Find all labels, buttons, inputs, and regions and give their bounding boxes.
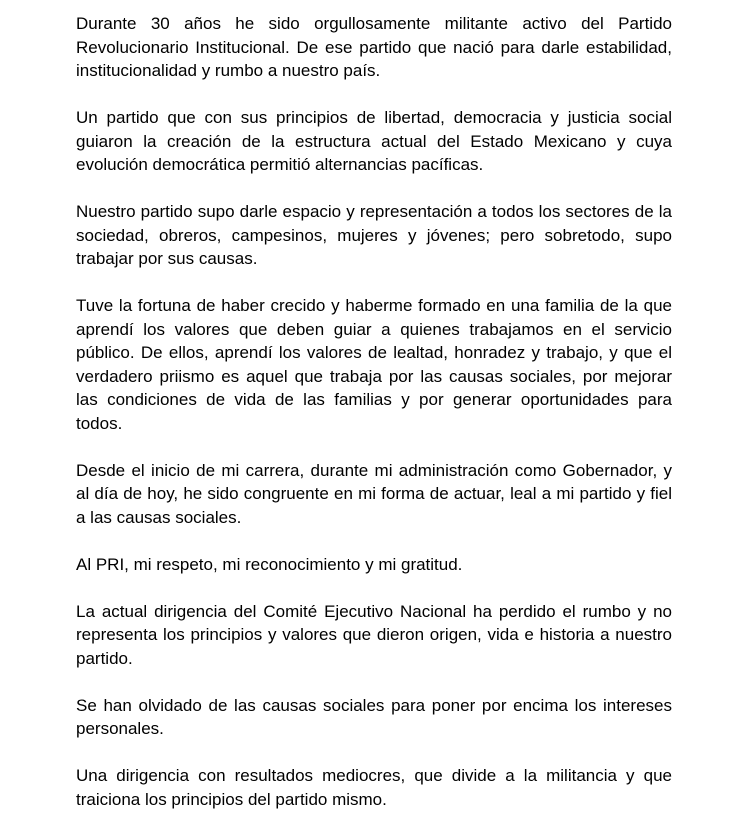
paragraph: Una dirigencia con resultados mediocres, que divide a la militancia y que traiciona los principios del partido mismo. [76, 766, 672, 809]
paragraph: La actual dirigencia del Comité Ejecutivo Nacional ha perdido el rumbo y no representa los principios y valores que dieron origen, vida e historia a nuestro partido. [76, 601, 672, 668]
paragraph: Durante 30 años he sido orgullosamente militante activo del Partido Revolucionario Institucional. De ese partido que nació para darle estabilidad, institucionalidad y rumbo a nuestro país. [76, 14, 672, 80]
paragraph: Desde el inicio de mi carrera, durante mi administración como Gobernador, y al día de hoy, he sido congruente en mi forma de actuar, leal a mi partido y fiel a las causas sociales. [76, 460, 672, 527]
document-body [76, 12, 672, 835]
paragraph: Un partido que con sus principios de libertad, democracia y justicia social guiaron la creación de la estructura actual del Estado Mexicano y cuya evolución democrática permitió alternancias pacíficas. [76, 108, 672, 174]
paragraph: Nuestro partido supo darle espacio y representación a todos los sectores de la sociedad, obreros, campesinos, mujeres y jóvenes; pero sobretodo, supo trabajar por sus causas. [76, 202, 672, 268]
paragraph: Se han olvidado de las causas sociales para poner por encima los intereses personales. [76, 695, 672, 738]
paragraph: Al PRI, mi respeto, mi reconocimiento y mi gratitud. [76, 554, 463, 574]
paragraph: Tuve la fortuna de haber crecido y haberme formado en una familia de la que aprendí los valores que deben guiar a quienes trabajamos en el servicio público. De ellos, aprendí los valores de lealtad, honradez y trabajo, y que el verdadero priismo es aquel que trabaja por las causas sociales, por mejorar las condiciones de vida de las familias y por generar oportunidades para todos. [76, 296, 672, 433]
